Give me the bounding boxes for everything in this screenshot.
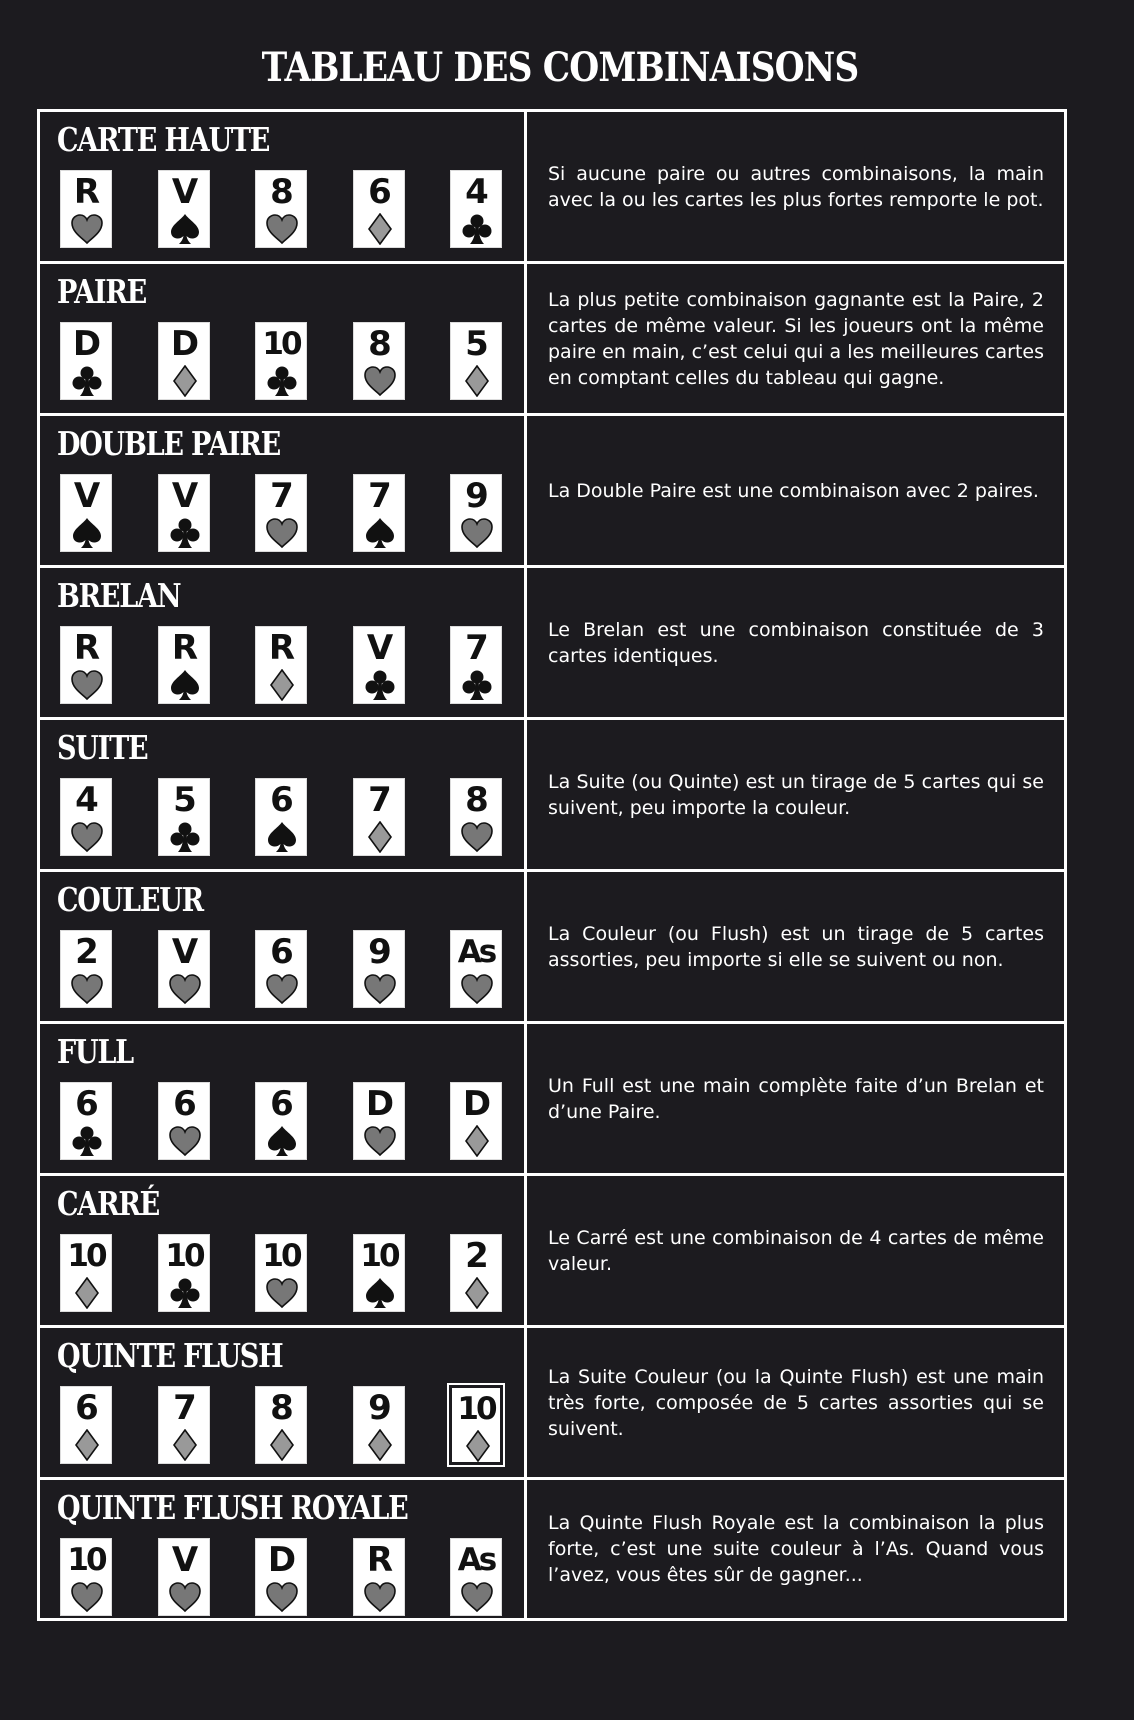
diamond-icon <box>461 1430 495 1462</box>
club-icon <box>70 1125 104 1157</box>
card-rank: 7 <box>173 1388 195 1428</box>
card-rank: D <box>72 324 100 364</box>
card-rank: D <box>267 1540 295 1580</box>
heart-icon <box>168 1581 202 1613</box>
club-icon <box>265 365 299 397</box>
playing-card <box>255 1538 307 1616</box>
playing-card <box>450 1234 502 1312</box>
page-title: TABLEAU DES COMBINAISONS <box>261 44 859 91</box>
card-rank: 9 <box>368 1388 390 1428</box>
playing-card <box>158 170 210 248</box>
playing-card <box>353 170 405 248</box>
heart-icon <box>460 973 494 1005</box>
card-rank: D <box>365 1084 393 1124</box>
card-rank: 6 <box>173 1084 195 1124</box>
card-rank: V <box>73 476 99 516</box>
card-rank: 6 <box>270 932 292 972</box>
heart-icon <box>460 1581 494 1613</box>
card-rank: 6 <box>270 1084 292 1124</box>
heart-icon <box>70 973 104 1005</box>
heart-icon <box>70 669 104 701</box>
playing-card <box>255 778 307 856</box>
hand-name: QUINTE FLUSH <box>57 1336 283 1375</box>
card-rank: As <box>457 934 495 970</box>
playing-card <box>255 1082 307 1160</box>
hand-name: SUITE <box>57 728 148 767</box>
card-rank: R <box>366 1540 392 1580</box>
card-rank: R <box>73 628 99 668</box>
card-group <box>60 170 500 250</box>
diamond-icon <box>460 365 494 397</box>
playing-card <box>255 1386 307 1464</box>
spade-icon <box>168 669 202 701</box>
card-rank: 7 <box>270 476 292 516</box>
heart-icon <box>363 1581 397 1613</box>
playing-card <box>60 626 112 704</box>
hand-name: BRELAN <box>57 576 181 615</box>
card-rank: V <box>171 1540 197 1580</box>
card-rank: 5 <box>465 324 487 364</box>
card-group <box>60 474 500 554</box>
card-group <box>60 930 500 1010</box>
diamond-icon <box>70 1429 104 1461</box>
heart-icon <box>265 517 299 549</box>
hand-name: COULEUR <box>57 880 203 919</box>
diamond-icon <box>363 821 397 853</box>
card-rank: 8 <box>270 172 292 212</box>
heart-icon <box>265 213 299 245</box>
card-group <box>60 322 500 402</box>
card-rank: 10 <box>262 1238 300 1274</box>
card-rank: 6 <box>368 172 390 212</box>
card-rank: V <box>366 628 392 668</box>
diamond-icon <box>265 669 299 701</box>
playing-card <box>353 1386 405 1464</box>
card-rank: 10 <box>165 1238 203 1274</box>
playing-card <box>60 322 112 400</box>
card-rank: V <box>171 172 197 212</box>
card-rank: V <box>171 932 197 972</box>
diamond-icon <box>70 1277 104 1309</box>
card-rank: 6 <box>75 1084 97 1124</box>
playing-card <box>60 778 112 856</box>
card-rank: 10 <box>457 1391 495 1427</box>
diamond-icon <box>265 1429 299 1461</box>
spade-icon <box>363 1277 397 1309</box>
card-rank: 7 <box>368 780 390 820</box>
hand-row <box>40 1024 1064 1176</box>
heart-icon <box>168 973 202 1005</box>
card-rank: 10 <box>262 326 300 362</box>
playing-card <box>450 1538 502 1616</box>
playing-card <box>353 930 405 1008</box>
playing-card <box>353 474 405 552</box>
card-rank: As <box>457 1542 495 1578</box>
playing-card <box>450 322 502 400</box>
card-group <box>60 778 500 858</box>
card-rank: R <box>73 172 99 212</box>
club-icon <box>460 669 494 701</box>
card-group <box>60 1082 500 1162</box>
spade-icon <box>265 1125 299 1157</box>
playing-card <box>450 626 502 704</box>
hand-description: La Couleur (ou Flush) est un tirage de 5 cartes assorties, peu importe si elle se suivent ou non. <box>548 922 1044 971</box>
playing-card <box>255 322 307 400</box>
heart-icon <box>363 973 397 1005</box>
playing-card <box>450 474 502 552</box>
playing-card <box>255 474 307 552</box>
diamond-icon <box>460 1277 494 1309</box>
playing-card <box>158 1082 210 1160</box>
heart-icon <box>168 1125 202 1157</box>
playing-card <box>450 1082 502 1160</box>
hand-description: La plus petite combinaison gagnante est la Paire, 2 cartes de même valeur. Si les joueurs ont la même paire en main, c’est celui qui a les meilleures cartes en comptant celles du tableau qui gagne. <box>548 288 1044 389</box>
hand-row <box>40 416 1064 568</box>
card-rank: 8 <box>368 324 390 364</box>
card-rank: 7 <box>465 628 487 668</box>
card-rank: 9 <box>465 476 487 516</box>
card-rank: 7 <box>368 476 390 516</box>
card-rank: 10 <box>67 1238 105 1274</box>
diamond-icon <box>363 1429 397 1461</box>
heart-icon <box>265 973 299 1005</box>
club-icon <box>363 669 397 701</box>
hand-row <box>40 720 1064 872</box>
playing-card <box>158 626 210 704</box>
hand-description: Un Full est une main complète faite d’un Brelan et d’une Paire. <box>548 1074 1044 1123</box>
diamond-icon <box>460 1125 494 1157</box>
hand-row <box>40 112 1064 264</box>
hands-table <box>37 109 1067 1621</box>
playing-card <box>450 170 502 248</box>
card-rank: 6 <box>75 1388 97 1428</box>
playing-card <box>158 778 210 856</box>
heart-icon <box>70 821 104 853</box>
heart-icon <box>460 821 494 853</box>
hand-row <box>40 264 1064 416</box>
playing-card <box>353 778 405 856</box>
spade-icon <box>168 213 202 245</box>
hand-row <box>40 1328 1064 1480</box>
playing-card <box>60 1082 112 1160</box>
playing-card <box>60 930 112 1008</box>
playing-card <box>158 1386 210 1464</box>
hand-description: La Double Paire est une combinaison avec 2 paires. <box>548 479 1039 502</box>
card-rank: V <box>171 476 197 516</box>
card-rank: 9 <box>368 932 390 972</box>
heart-icon <box>460 517 494 549</box>
playing-card <box>255 1234 307 1312</box>
diamond-icon <box>363 213 397 245</box>
hand-description: Si aucune paire ou autres combinaisons, la main avec la ou les cartes les plus fortes remporte le pot. <box>548 162 1044 211</box>
spade-icon <box>70 517 104 549</box>
playing-card <box>353 626 405 704</box>
hand-name: PAIRE <box>57 272 147 311</box>
playing-card <box>353 1538 405 1616</box>
playing-card <box>60 1234 112 1312</box>
card-rank: 6 <box>270 780 292 820</box>
hand-name: CARTE HAUTE <box>57 120 270 159</box>
playing-card <box>255 626 307 704</box>
card-rank: 4 <box>465 172 487 212</box>
playing-card <box>158 322 210 400</box>
playing-card <box>158 474 210 552</box>
card-rank: R <box>268 628 294 668</box>
hand-name: CARRÉ <box>57 1184 159 1223</box>
hand-row <box>40 1480 1064 1618</box>
heart-icon <box>70 213 104 245</box>
card-rank: 5 <box>173 780 195 820</box>
hand-description: La Quinte Flush Royale est la combinaison la plus forte, c’est une suite couleur à l’As. Quand vous l’avez, vous êtes sûr de gagner... <box>548 1512 1044 1586</box>
hand-description: Le Carré est une combinaison de 4 cartes de même valeur. <box>548 1226 1044 1275</box>
hand-row <box>40 872 1064 1024</box>
card-rank: 10 <box>360 1238 398 1274</box>
heart-icon <box>265 1277 299 1309</box>
playing-card <box>353 1082 405 1160</box>
card-group <box>60 1234 500 1314</box>
card-rank: 8 <box>270 1388 292 1428</box>
hand-name: DOUBLE PAIRE <box>57 424 280 463</box>
spade-icon <box>265 821 299 853</box>
playing-card <box>158 1234 210 1312</box>
playing-card <box>353 1234 405 1312</box>
playing-card <box>255 930 307 1008</box>
club-icon <box>168 821 202 853</box>
heart-icon <box>363 365 397 397</box>
playing-card <box>450 930 502 1008</box>
club-icon <box>168 517 202 549</box>
card-rank: 2 <box>75 932 97 972</box>
card-rank: 4 <box>75 780 97 820</box>
playing-card <box>60 474 112 552</box>
hand-row <box>40 568 1064 720</box>
card-group <box>60 626 500 706</box>
hand-name: QUINTE FLUSH ROYALE <box>57 1488 408 1527</box>
card-rank: R <box>171 628 197 668</box>
playing-card <box>450 778 502 856</box>
hand-name: FULL <box>57 1032 133 1071</box>
hand-row <box>40 1176 1064 1328</box>
card-group <box>60 1386 500 1466</box>
card-rank: D <box>170 324 198 364</box>
playing-card <box>353 322 405 400</box>
card-rank: D <box>462 1084 490 1124</box>
heart-icon <box>363 1125 397 1157</box>
card-rank: 2 <box>465 1236 487 1276</box>
playing-card <box>60 1538 112 1616</box>
club-icon <box>168 1277 202 1309</box>
spade-icon <box>363 517 397 549</box>
playing-card <box>450 1386 502 1464</box>
playing-card <box>60 170 112 248</box>
card-rank: 8 <box>465 780 487 820</box>
heart-icon <box>70 1581 104 1613</box>
hand-description: Le Brelan est une combinaison constituée de 3 cartes identiques. <box>548 618 1044 667</box>
playing-card <box>158 930 210 1008</box>
card-rank: 10 <box>67 1542 105 1578</box>
hand-description: La Suite Couleur (ou la Quinte Flush) est une main très forte, composée de 5 cartes assorties qui se suivent. <box>548 1365 1044 1440</box>
hand-description: La Suite (ou Quinte) est un tirage de 5 cartes qui se suivent, peu importe la couleur. <box>548 770 1044 819</box>
card-group <box>60 1538 500 1618</box>
diamond-icon <box>168 1429 202 1461</box>
club-icon <box>460 213 494 245</box>
playing-card <box>255 170 307 248</box>
club-icon <box>70 365 104 397</box>
diamond-icon <box>168 365 202 397</box>
heart-icon <box>265 1581 299 1613</box>
playing-card <box>60 1386 112 1464</box>
playing-card <box>158 1538 210 1616</box>
